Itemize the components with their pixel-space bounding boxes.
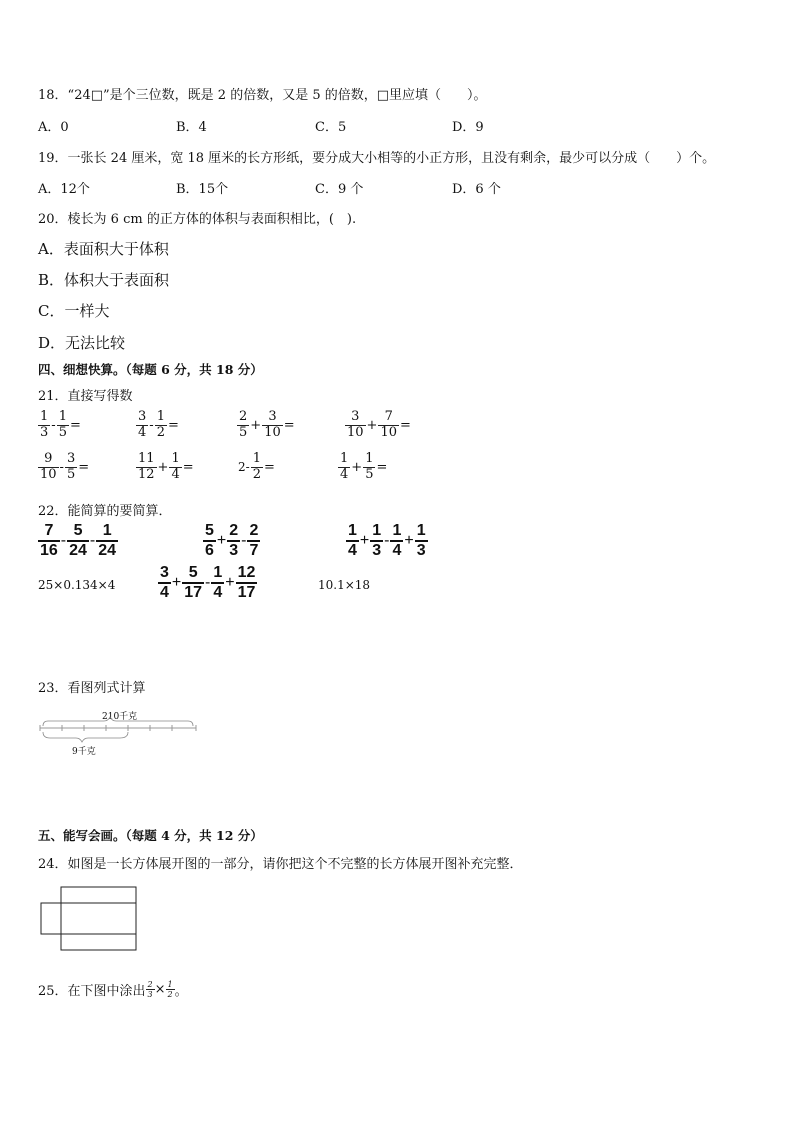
diagram-bottom-label: 9千克: [72, 747, 96, 757]
q21-expr-8: $\frac{1}{4}$ + $\frac{1}{5}$ =: [340, 451, 388, 482]
q21-expr-3: $\frac{2}{5}$ + $\frac{3}{10}$ =: [239, 409, 295, 440]
q21-expr-5: $\frac{9}{10}$ - $\frac{3}{5}$ =: [40, 451, 90, 482]
q21-expr-1: $\frac{1}{3}$ - $\frac{1}{5}$ =: [40, 409, 81, 440]
fraction: $\frac{1}{2}$: [156, 409, 165, 440]
question-24: 24．如图是一长方体展开图的一部分，请你把这个不完整的长方体展开图补充完整．: [38, 857, 523, 872]
fraction: $\frac{1}{4}$: [171, 451, 180, 482]
q20-option-a: A．表面积大于体积: [38, 240, 169, 258]
question-22: 22．能简算的要简算．: [38, 504, 172, 519]
q19-option-c: C．9 个: [315, 182, 364, 197]
q22-expr-3: $\frac{1}{4}$ + $\frac{1}{3}$ - $\frac{1}{4}$ + $\frac{1}{3}$: [348, 522, 426, 560]
q22-expr-5: $\frac{3}{4}$ + $\frac{5}{17}$ - $\frac{1}{4}$ + $\frac{12}{17}$: [160, 564, 256, 602]
fraction: $\frac{3}{4}$: [138, 409, 147, 440]
q19-option-d: D．6 个: [452, 182, 501, 197]
diagram-top-label: 210千克: [102, 712, 138, 722]
section-5-heading: 五、能写会画。（每题 4 分，共 12 分）: [38, 828, 263, 843]
fraction: $\frac{1}{3}$: [40, 409, 49, 440]
q18-option-a: A．0: [38, 120, 69, 135]
question-20: 20．棱长为 6 cm 的正方体的体积与表面积相比，( ).: [38, 212, 357, 227]
section-4-heading: 四、细想快算。（每题 6 分，共 18 分）: [38, 362, 263, 377]
fraction: $\frac{1}{4}$: [340, 451, 349, 482]
fraction: $\frac{3}{10}$: [347, 409, 364, 440]
fraction: $\frac{1}{2}$: [167, 980, 173, 1000]
q19-option-a: A．12个: [38, 182, 90, 197]
q20-option-b: B．体积大于表面积: [38, 271, 170, 289]
fraction: $\frac{1}{5}$: [58, 409, 67, 440]
fraction: $\frac{7}{10}$: [380, 409, 397, 440]
fraction: $\frac{2}{3}$: [147, 980, 153, 1000]
q20-option-d: D．无法比较: [38, 334, 126, 352]
question-18: 18．“24□”是个三位数，既是 2 的倍数，又是 5 的倍数，□里应填（ ）。: [38, 88, 487, 103]
question-23: 23．看图列式计算: [38, 681, 146, 696]
question-19: 19．一张长 24 厘米，宽 18 厘米的长方形纸，要分成大小相等的小正方形，且没有剩余，最少可以分成（ ）个。: [38, 151, 716, 166]
q22-expr-1: $\frac{7}{16}$ - $\frac{5}{24}$ - $\frac{1}{24}$: [40, 522, 117, 560]
q21-expr-7: 2- $\frac{1}{2}$ =: [238, 451, 275, 482]
q21-expr-6: $\frac{11}{12}$ + $\frac{1}{4}$ =: [138, 451, 194, 482]
fraction: $\frac{11}{12}$: [138, 451, 155, 482]
question-25: 25．在下图中涂出 $\frac{2}{3}$ × $\frac{1}{2}$ 。: [38, 980, 188, 1000]
fraction: $\frac{1}{2}$: [252, 451, 261, 482]
fraction: $\frac{1}{5}$: [365, 451, 374, 482]
q21-expr-2: $\frac{3}{4}$ - $\frac{1}{2}$ =: [138, 409, 179, 440]
fraction: $\frac{3}{5}$: [66, 451, 76, 482]
q22-expr-4: 25×0.134×4: [38, 578, 116, 592]
q18-option-c: C．5: [315, 120, 347, 135]
segment-diagram: [38, 716, 200, 746]
cuboid-net-figure: [40, 886, 140, 952]
question-21: 21．直接写得数: [38, 389, 133, 404]
q19-option-b: B．15个: [176, 182, 229, 197]
q20-option-c: C．一样大: [38, 302, 110, 320]
q21-expr-4: $\frac{3}{10}$ + $\frac{7}{10}$ =: [347, 409, 411, 440]
fraction: $\frac{2}{5}$: [239, 409, 248, 440]
q22-expr-6: 10.1×18: [318, 578, 371, 592]
q18-option-d: D．9: [452, 120, 484, 135]
fraction: $\frac{9}{10}$: [40, 451, 57, 482]
q22-expr-2: $\frac{5}{6}$ + $\frac{2}{3}$ - $\frac{2}{7}$: [205, 522, 259, 560]
q18-option-b: B．4: [176, 120, 207, 135]
fraction: $\frac{3}{10}$: [264, 409, 281, 440]
